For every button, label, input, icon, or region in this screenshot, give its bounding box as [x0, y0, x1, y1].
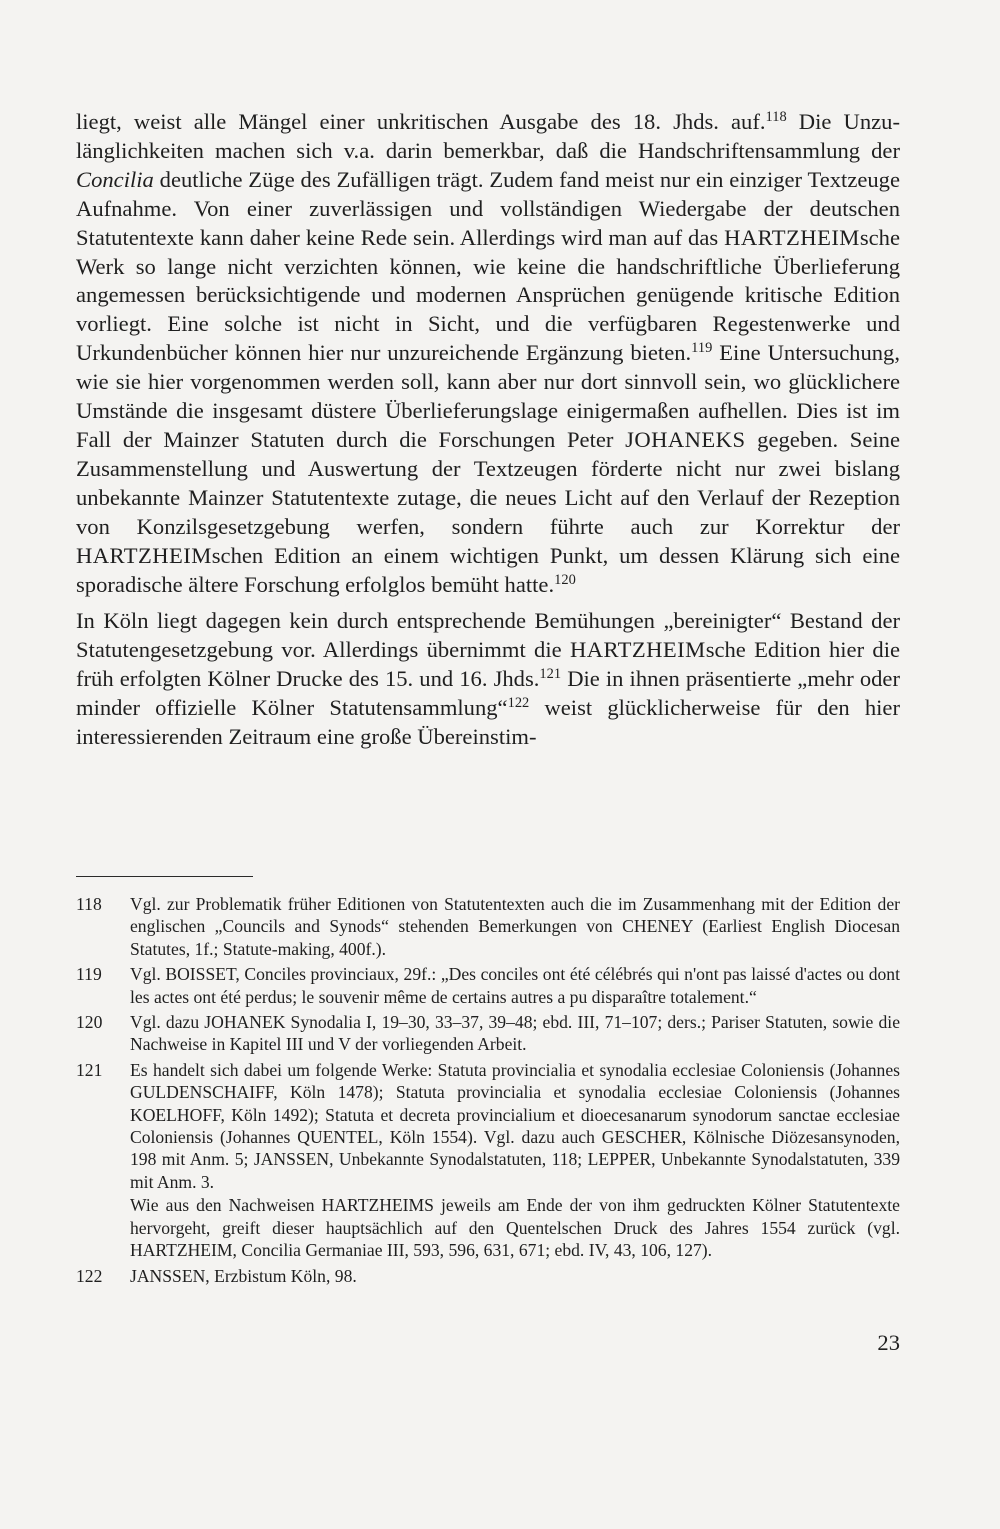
text-run: liegt, weist alle Mängel einer unkritischen Ausgabe des 18. Jhds. auf. [76, 109, 766, 134]
page-number: 23 [877, 1330, 900, 1355]
text-run: sche Werk so lange nicht verzichten können, wie keine die handschriftliche Überlieferung angemessen berücksichtigende und modernen Ansprüchen genügende kritische Edition vorliegt. Eine solche ist nicht in Sicht, und die verfügbaren Regestenwerke und Urkundenbücher können hier nur unzureichende Ergänzung bieten. [76, 224, 900, 366]
footnote-number: 118 [76, 894, 102, 914]
footnote-ref-119[interactable]: 119 [691, 340, 713, 357]
italic-title: Concilia [76, 166, 154, 192]
author-name: HARTZHEIM [569, 637, 706, 663]
footnote-122 [76, 1265, 900, 1287]
footnote-ref-121[interactable]: 121 [539, 666, 562, 683]
author-name: HARTZHEIM [724, 224, 860, 250]
text-run: sche Edition hier die früh erfolgten Kölner Drucke des 15. und 16. Jhds. [76, 637, 900, 692]
footnote-ref-118[interactable]: 118 [765, 109, 787, 126]
text-run: deutliche Züge des Zufälligen trägt. Zudem fand meist nur ein einziger Textzeuge Aufnahme. Von einer zuverlässigen und vollständigen Wiedergabe der deutschen Statutentexte kann daher keine Rede sein. Allerdings wird man auf das [76, 166, 900, 250]
footnote-text: Vgl. dazu JOHANEK Synodalia I, 19–30, 33–37, 39–48; ebd. III, 71–107; ders.; Pariser Statuten, sowie die Nachweise in Kapitel III und V der vorliegenden Arbeit. [130, 1012, 900, 1055]
footnote-number: 120 [76, 1012, 103, 1033]
author-name: HARTZHEIM [76, 542, 212, 568]
footnote-118 [76, 893, 900, 960]
footnote-body [130, 1059, 900, 1262]
footnote-number: 119 [76, 964, 102, 985]
text-run: schen Edition an einem wichtigen Punkt, um dessen Klärung sich eine sporadische ältere Forschung erfolglos bemüht hatte. [76, 542, 900, 597]
footnote-number: 121 [76, 1059, 103, 1080]
footnote-text: Vgl. BOISSET, Conciles provinciaux, 29f.: „Des conciles ont été célébrés qui n'ont pas laissé d'actes ou dont les actes ont été perdus; le souvenir même de certains autres a pu disparaître totalement.“ [130, 964, 900, 1007]
text-run: weist glücklicherweise für den hier interessierenden Zeitraum eine große Übereinstim- [76, 695, 900, 750]
footnote-text-continued: Wie aus den Nachweisen HARTZHEIMS jeweils am Ende der von ihm gedruckten Kölner Statutentexte hervorgeht, greift dieser hauptsächlich auf den Quentelschen Druck des Jahres 1554 zurück (vgl. HARTZHEIM, Concilia Germaniae III, 593, 596, 631, 671; ebd. IV, 43, 106, 127). [130, 1195, 900, 1261]
text-run: Die Unzulänglichkeiten machen sich v.a. darin bemerkbar, daß die Handschriftensammlung der [76, 109, 900, 163]
footnote-text: Es handelt sich dabei um folgende Werke: Statuta provincialia et synodalia ecclesiae Coloniensis (Johannes GULDENSCHAIFF, Köln 1478); Statuta provincialia et synodalia ecclesiae Coloniensis (Johannes KOELHOFF, Köln 1492); Statuta et decreta provincialium et dioecesanarum synodorum sanctae ecclesiae Coloniensis (Johannes QUENTEL, Köln 1554). Vgl. dazu auch GESCHER, Kölnische Diözesansynoden, 198 mit Anm. 5; JANSSEN, Unbekannte Synodalstatuten, 118; LEPPER, Unbekannte Synodalstatuten, 339 mit Anm. 3. [130, 1059, 900, 1192]
footnote-text: Vgl. zur Problematik früher Editionen von Statutentexten auch die im Zusammenhang mit der Edition der englischen „Councils and Synods“ stehenden Bemerkungen von CHENEY (Earliest English Diocesan Statutes, 1f.; Statute-making, 400f.). [130, 894, 900, 959]
paragraph-1 [76, 108, 900, 599]
text-run: Eine Untersuchung, wie sie hier vorgenommen werden soll, kann aber nur dort sinnvoll sein, wo glücklichere Umstände die insgesamt düstere Überlieferungslage einigermaßen aufhellen. Dies ist im Fall der Mainzer Statuten durch die Forschungen Peter [76, 340, 900, 452]
main-text [76, 108, 900, 752]
footnote-number: 122 [76, 1265, 103, 1286]
footnote-ref-122[interactable]: 122 [507, 695, 530, 712]
text-run: In Köln liegt dagegen kein durch entsprechende Bemühungen „bereinigter“ Bestand der Statutengesetzgebung vor. Allerdings übernimmt die [76, 608, 900, 663]
footnote-text: JANSSEN, Erzbistum Köln, 98. [130, 1265, 357, 1286]
paragraph-2 [76, 607, 900, 752]
footnote-121 [76, 1059, 900, 1262]
footnote-ref-120[interactable]: 120 [554, 571, 576, 588]
footnote-separator [76, 876, 253, 877]
text-run: gegeben. Seine Zusammenstellung und Auswertung der Textzeugen förderte nicht nur zwei bislang unbekannte Mainzer Statutentexte zutage, die neues Licht auf den Verlauf der Rezeption von Konzilsgesetzgebung werfen, sondern führte auch zur Korrektur der [76, 426, 900, 539]
footnote-120 [76, 1011, 900, 1056]
author-name: JOHANEKS [625, 426, 746, 452]
footnotes [76, 893, 900, 1290]
text-run: Die in ihnen präsentierte „mehr oder minder offizielle Kölner Statutensammlung“ [76, 666, 900, 721]
footnote-119 [76, 963, 900, 1008]
